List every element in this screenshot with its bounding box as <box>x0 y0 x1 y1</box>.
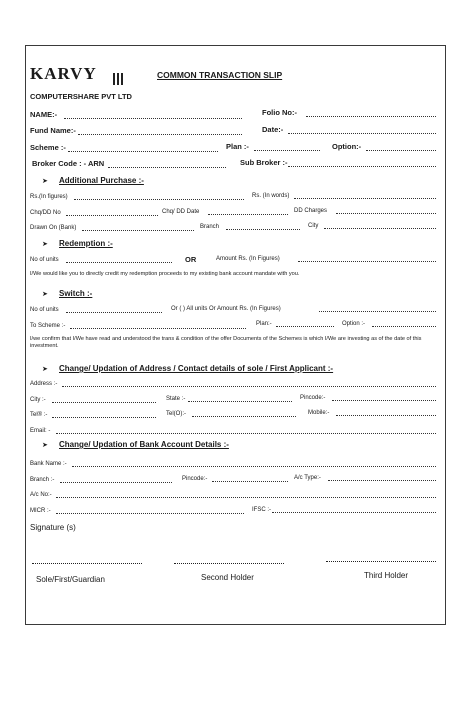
redemption-amount-field[interactable] <box>298 261 436 262</box>
company-name: COMPUTERSHARE PVT LTD <box>30 92 132 101</box>
bank-name-label: Bank Name :- <box>30 461 67 467</box>
ac-no-field[interactable] <box>56 497 436 498</box>
bank-branch-field[interactable] <box>60 482 172 483</box>
broker-code-field[interactable] <box>108 167 226 168</box>
address-change-heading: Change/ Updation of Address / Contact details of sole / First Applicant :- <box>59 364 334 373</box>
bank-pincode-label: Pincode:- <box>182 476 208 482</box>
ac-type-label: A/c Type:- <box>294 475 321 481</box>
address-label: Address :- <box>30 381 58 387</box>
state-label: State :- <box>166 396 186 402</box>
signature-third-label: Third Holder <box>364 571 409 580</box>
micr-field[interactable] <box>56 513 244 514</box>
signature-sole-label: Sole/First/Guardian <box>36 575 105 584</box>
fund-name-label: Fund Name:- <box>30 126 76 135</box>
bank-name-field[interactable] <box>72 466 436 467</box>
mobile-field[interactable] <box>336 415 436 416</box>
switch-amount-field[interactable] <box>319 311 436 312</box>
tel-r-label: Tel® :- <box>30 412 48 418</box>
redemption-units-label: No of units <box>30 257 59 263</box>
arrow-icon: ➤ <box>42 442 48 449</box>
switch-units-label: No of units <box>30 307 59 313</box>
pincode-field[interactable] <box>332 400 436 401</box>
signature-line-sole[interactable] <box>32 563 142 564</box>
dd-charges-label: DD Charges <box>294 208 328 214</box>
bank-change-heading: Change/ Updation of Bank Account Details :- <box>59 440 229 449</box>
bank-branch-label: Branch :- <box>30 477 55 483</box>
transaction-slip-form <box>25 45 446 625</box>
dd-charges-field[interactable] <box>336 213 436 214</box>
switch-plan-label: Plan:- <box>256 321 272 327</box>
bank-pincode-field[interactable] <box>212 481 288 482</box>
ac-type-field[interactable] <box>328 480 436 481</box>
redemption-units-field[interactable] <box>66 262 172 263</box>
chq-dd-no-field[interactable] <box>66 215 158 216</box>
state-field[interactable] <box>188 401 292 402</box>
plan-label: Plan :- <box>226 142 249 151</box>
address-field[interactable] <box>62 386 436 387</box>
switch-heading: Switch :- <box>59 289 93 298</box>
option-field[interactable] <box>366 150 436 151</box>
signature-line-third[interactable] <box>326 561 436 562</box>
signature-line-second[interactable] <box>174 563 284 564</box>
arrow-icon: ➤ <box>42 291 48 298</box>
redemption-or-label: OR <box>185 255 197 264</box>
broker-code-label: Broker Code : - ARN <box>32 159 105 168</box>
to-scheme-label: To Scheme :- <box>30 323 66 329</box>
switch-confirmation-note: I/we confirm that I/We have read and understood the trans & condition of the offer Documents of the Schemes is which I/We are investing as of the date of this investment. <box>30 336 422 349</box>
city-field[interactable] <box>52 402 156 403</box>
form-title: COMMON TRANSACTION SLIP <box>157 70 283 80</box>
branch-label: Branch <box>200 224 220 230</box>
sub-broker-field[interactable] <box>288 166 436 167</box>
signature-label: Signature (s) <box>30 523 76 532</box>
fund-name-field[interactable] <box>78 134 242 135</box>
arrow-icon: ➤ <box>42 366 48 373</box>
date-label: Date:- <box>262 125 284 134</box>
tel-o-label: Tel(O):- <box>166 411 186 417</box>
additional-purchase-heading: Additional Purchase :- <box>59 176 144 185</box>
sub-broker-label: Sub Broker :- <box>240 158 288 167</box>
email-label: Email: - <box>30 428 51 434</box>
drawn-on-field[interactable] <box>82 230 194 231</box>
micr-label: MICR :- <box>30 508 51 514</box>
option-label: Option:- <box>332 142 362 151</box>
chq-dd-no-label: Chq/DD No <box>30 210 61 216</box>
city-label: City <box>308 223 319 229</box>
rs-figures-field[interactable] <box>74 199 244 200</box>
date-field[interactable] <box>288 133 436 134</box>
name-label: NAME:- <box>30 110 58 119</box>
chq-dd-date-field[interactable] <box>208 214 288 215</box>
switch-option-field[interactable] <box>372 326 436 327</box>
plan-field[interactable] <box>254 150 320 151</box>
redemption-heading: Redemption :- <box>59 239 113 248</box>
folio-label: Folio No:- <box>262 108 297 117</box>
switch-or-all-units-label: Or ( ) All units Or Amount Rs. (In Figures) <box>171 306 281 312</box>
to-scheme-field[interactable] <box>70 328 246 329</box>
redemption-amount-label: Amount Rs. (In Figures) <box>216 256 280 262</box>
switch-units-field[interactable] <box>66 312 162 313</box>
email-field[interactable] <box>56 433 436 434</box>
tel-o-field[interactable] <box>192 416 296 417</box>
ifsc-field[interactable] <box>272 512 436 513</box>
folio-field[interactable] <box>306 116 436 117</box>
pincode-label: Pincode:- <box>300 395 326 401</box>
arrow-icon: ➤ <box>42 241 48 248</box>
city-field[interactable] <box>324 228 436 229</box>
switch-option-label: Option :- <box>342 321 366 327</box>
rs-figures-label: Rs.(In figures) <box>30 194 68 200</box>
scheme-label: Scheme :- <box>30 143 66 152</box>
arrow-icon: ➤ <box>42 178 48 185</box>
tel-r-field[interactable] <box>52 417 156 418</box>
switch-plan-field[interactable] <box>276 326 334 327</box>
rs-words-label: Rs. (In words) <box>252 193 290 199</box>
city-label: City :- <box>30 397 46 403</box>
drawn-on-label: Drawn On (Bank) <box>30 225 77 231</box>
signature-second-label: Second Holder <box>201 573 254 582</box>
ifsc-label: IFSC :- <box>252 507 271 513</box>
logo-bars-icon <box>113 67 125 85</box>
chq-dd-date-label: Chq/ DD Date <box>162 209 200 215</box>
mobile-label: Mobile:- <box>308 410 330 416</box>
ac-no-label: A/c No:- <box>30 492 52 498</box>
branch-field[interactable] <box>226 229 300 230</box>
scheme-field[interactable] <box>68 151 218 152</box>
redemption-note: I/We would like you to directly credit my redemption proceeds to my existing bank account mandate with you. <box>30 271 300 277</box>
name-field[interactable] <box>64 118 242 119</box>
brand-logo: KARVY <box>30 64 97 83</box>
rs-words-field[interactable] <box>294 198 436 199</box>
